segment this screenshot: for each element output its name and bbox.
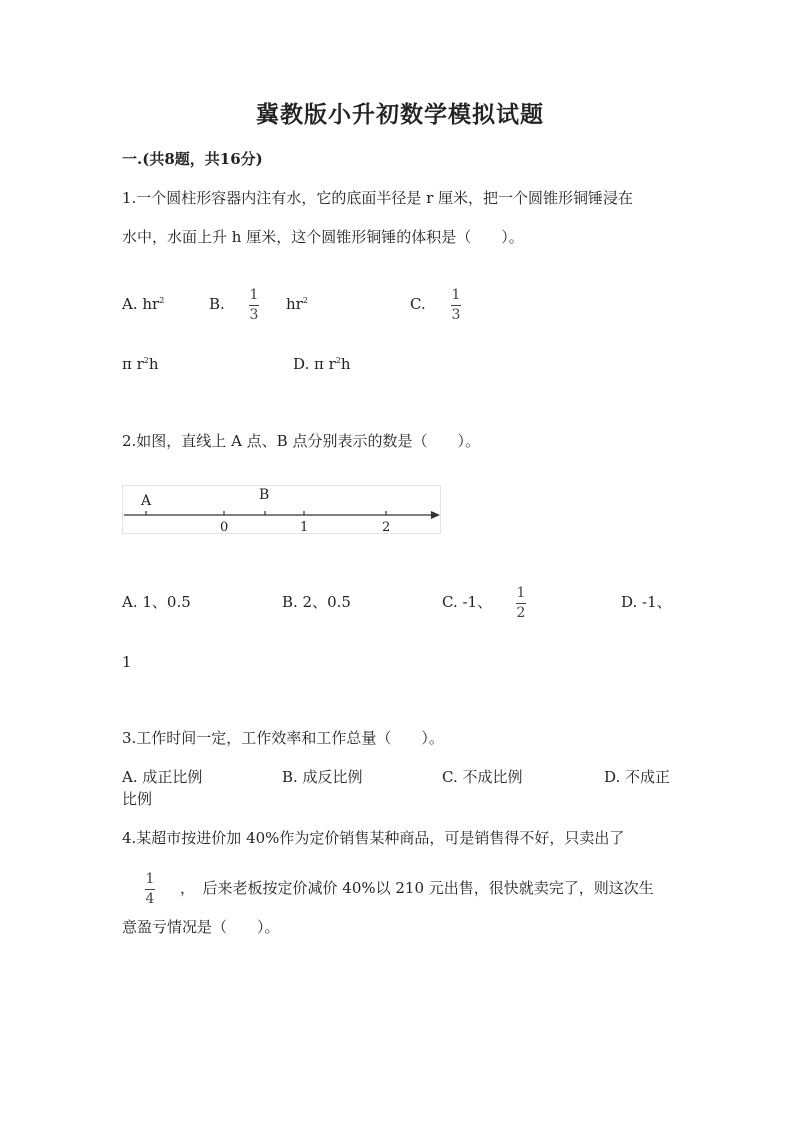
question-4-line-3: 意盈亏情况是（ ）。	[122, 918, 280, 936]
fraction-numerator: 1	[451, 287, 461, 303]
q1-option-a: A. $hr^2$	[122, 295, 165, 313]
q2-option-c-fraction	[516, 586, 526, 621]
q3-option-c: C. 不成比例	[442, 768, 523, 786]
fraction-numerator: 1	[145, 871, 155, 887]
fraction-denominator: 2	[516, 605, 526, 621]
q1-option-c-continued: π $r^2h$	[122, 355, 159, 373]
q3-option-d: D. 不成正	[604, 768, 671, 786]
point-b-label: B	[259, 487, 270, 503]
question-4-line-1: 4.某超市按进价加 40%作为定价销售某种商品，可是销售得不好，只卖出了	[122, 829, 625, 847]
q1-option-d: D. π $r^2h$	[293, 355, 351, 373]
point-a-label: A	[141, 493, 152, 509]
q1-option-c-label: C.	[410, 295, 426, 313]
q4-fraction	[145, 872, 155, 907]
q3-option-a: A. 成正比例	[122, 768, 203, 786]
fraction-bar	[249, 305, 259, 306]
q2-option-d-continued: 1	[122, 653, 132, 671]
q2-option-a: A. 1、0.5	[122, 593, 191, 611]
q1-option-c-fraction	[451, 288, 461, 323]
tick-label-1: 1	[300, 520, 309, 535]
q2-option-c-label: C. -1、	[442, 593, 493, 611]
q1-option-b-label: B.	[209, 295, 225, 313]
question-1-line-1: 1.一个圆柱形容器内注有水，它的底面半径是 r 厘米，把一个圆锥形铜锤浸在	[122, 189, 634, 207]
question-3-stem: 3.工作时间一定，工作效率和工作总量（ ）。	[122, 729, 444, 747]
question-2-stem: 2.如图，直线上 A 点、B 点分别表示的数是（ ）。	[122, 432, 480, 450]
figure-frame	[123, 486, 441, 534]
fraction-denominator: 4	[145, 891, 155, 907]
arrow-head-icon	[431, 511, 440, 519]
section-heading: 一.(共8题，共16分)	[122, 150, 263, 168]
page-title: 冀教版小升初数学模拟试题	[256, 101, 544, 128]
q3-option-d-continued: 比例	[122, 790, 153, 808]
question-4-line-2: ， 后来老板按定价减价 40%以 210 元出售，很快就卖完了，则这次生	[180, 879, 654, 897]
number-line-figure	[122, 485, 444, 537]
fraction-bar	[516, 603, 526, 604]
fraction-bar	[145, 889, 155, 890]
fraction-bar	[451, 305, 461, 306]
fraction-numerator: 1	[516, 585, 526, 601]
fraction-denominator: 3	[451, 307, 461, 323]
tick-label-2: 2	[382, 520, 391, 535]
q2-option-d: D. -1、	[621, 593, 672, 611]
q1-option-b-fraction	[249, 288, 259, 323]
question-1-line-2: 水中，水面上升 h 厘米，这个圆锥形铜锤的体积是（ ）。	[122, 228, 524, 246]
fraction-numerator: 1	[249, 287, 259, 303]
tick-label-0: 0	[220, 520, 229, 535]
fraction-denominator: 3	[249, 307, 259, 323]
q1-option-b-text: $hr^2$	[286, 295, 308, 313]
q2-option-b: B. 2、0.5	[282, 593, 351, 611]
q3-option-b: B. 成反比例	[282, 768, 363, 786]
